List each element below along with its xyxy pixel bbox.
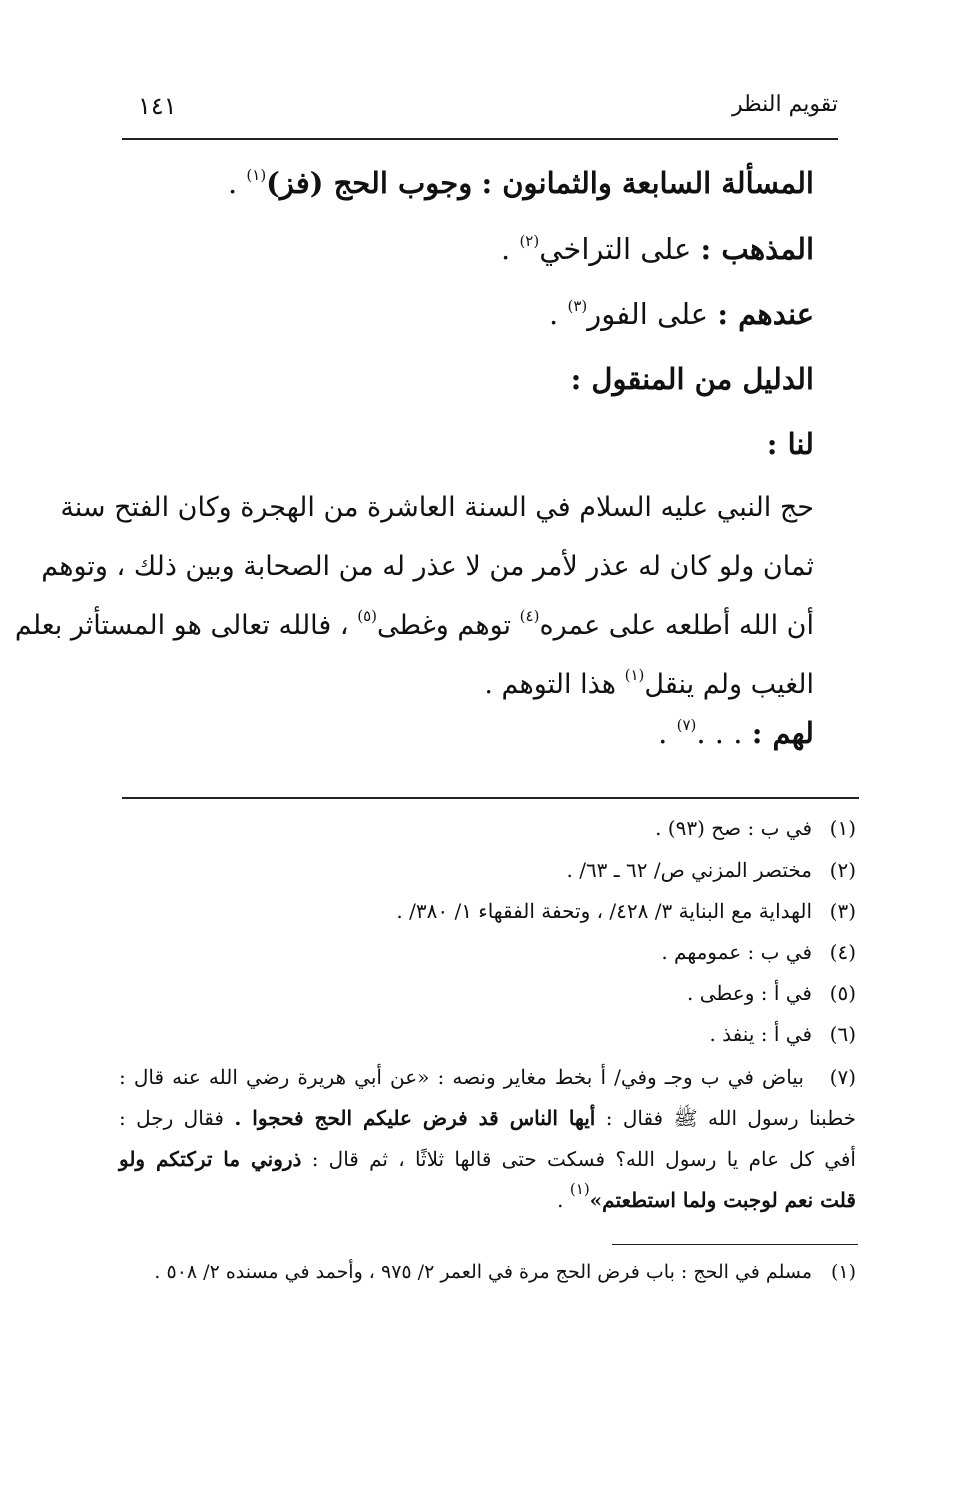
footnote-number: (٣): [829, 899, 856, 923]
footnote-1: [655, 816, 856, 840]
madhab-line: [501, 232, 814, 267]
footnote-text: أفي كل عام يا رسول الله؟ فسكت حتى قالها ثلاثًا ، ثم قال :: [311, 1147, 856, 1171]
footnote-text: في ب : صح (٩٣) .: [655, 816, 812, 840]
footnote-4: [661, 940, 856, 964]
footnote-text: مسلم في الحج : باب فرض الحج مرة في العمر ٢/ ٩٧٥ ، وأحمد في مسنده ٢/ ٥٠٨ .: [154, 1261, 812, 1283]
indahum-line: [549, 297, 814, 332]
footnote-number: (٥): [829, 981, 856, 1005]
footnote-text: الهداية مع البناية ٣/ ٤٢٨/ ، وتحفة الفقهاء ١/ ٣٨٠/ .: [396, 899, 812, 923]
paragraph-text: أن الله أطلعه على عمره: [539, 610, 814, 641]
footnote-line: [119, 1139, 856, 1180]
evidence-heading: الدليل من المنقول :: [570, 362, 814, 396]
paragraph-line: حج النبي عليه السلام في السنة العاشرة من الهجرة وكان الفتح سنة: [60, 492, 814, 523]
footnote-text: في أ : وعطى .: [687, 981, 812, 1005]
paragraph-text: هذا التوهم .: [484, 669, 617, 700]
issue-title-label: المسألة السابعة والثمانون :: [481, 166, 814, 200]
lahum-line: [658, 716, 814, 751]
indahum-label: عندهم :: [717, 297, 814, 331]
footnote-number: (٤): [829, 940, 856, 964]
footnote-5: [687, 981, 856, 1005]
header-rule: [122, 138, 838, 140]
issue-title-text: وجوب الحج (فز): [266, 166, 473, 200]
footnote-mark: (٢): [519, 232, 540, 250]
footnote-line: [119, 1057, 856, 1098]
footnote-separator: [122, 797, 859, 799]
footnote-mark: (٣): [567, 297, 588, 315]
lahum-end: .: [658, 716, 668, 750]
footnote-3: [396, 899, 856, 923]
paragraph-line: [120, 655, 814, 714]
issue-title-end: .: [227, 166, 238, 200]
paragraph-text: توهم وغطى: [376, 610, 512, 641]
footnote-mark: (٧): [676, 716, 697, 734]
footnote-text: مختصر المزني ص/ ٦٢ ـ ٦٣/ .: [566, 858, 812, 882]
footnote-text: في أ : ينفذ .: [709, 1022, 812, 1046]
paragraph-text: الغيب ولم ينقل: [644, 669, 814, 700]
footnote-6: [709, 1022, 856, 1046]
footnote-number: (١): [830, 1261, 856, 1283]
footnote-number: (٧): [829, 1065, 856, 1089]
footnote-mark: (١): [624, 666, 645, 684]
footnote-text: قلت نعم لوجبت ولما استطعتم»: [589, 1188, 856, 1212]
paragraph-text: ، فالله تعالى هو المستأثر بعلم: [14, 610, 349, 641]
main-paragraph: [14, 478, 814, 714]
page-header: [120, 92, 838, 126]
madhab-end: .: [501, 232, 511, 266]
paragraph-line: [14, 596, 814, 655]
page-number: ١٤١: [138, 92, 177, 120]
footnote-mark: (١): [569, 1180, 590, 1198]
paragraph-line: ثمان ولو كان له عذر لأمر من لا عذر له من الصحابة وبين ذلك ، وتوهم: [41, 551, 814, 582]
footnote-text: فقال رجل :: [119, 1106, 224, 1130]
footnote-mark: (٥): [357, 607, 377, 625]
footnote-number: (٢): [829, 858, 856, 882]
footnote-text: ذروني ما تركتكم ولو: [119, 1147, 302, 1171]
footnote-text: خطبنا رسول الله ﷺ فقال :: [605, 1106, 856, 1130]
footnote-number: (٦): [829, 1022, 856, 1046]
lahum-dots: . . .: [696, 716, 743, 750]
footnote-text: بياض في ب وجـ وفي/ أ بخط مغاير ونصه : «عن أبي هريرة رضي الله عنه قال :: [119, 1065, 804, 1089]
footnote-line: [119, 1098, 856, 1139]
sub-footnote: [154, 1261, 856, 1283]
footnote-text: .: [557, 1188, 564, 1212]
footnote-mark: (١): [246, 166, 267, 184]
lana-heading: لنا :: [766, 427, 814, 461]
footnote-text: في ب : عمومهم .: [661, 940, 812, 964]
lahum-label: لهم :: [751, 716, 814, 750]
footnote-text: أيها الناس قد فرض عليكم الحج فحجوا .: [234, 1106, 596, 1130]
sub-footnote-separator: [612, 1244, 858, 1245]
running-title: تقويم النظر: [731, 92, 838, 117]
indahum-end: .: [549, 297, 559, 331]
madhab-text: على التراخي: [539, 232, 692, 266]
footnote-7: [119, 1057, 856, 1221]
issue-title: [228, 166, 814, 201]
footnote-line: [119, 1180, 856, 1221]
footnote-mark: (٤): [519, 607, 540, 625]
footnote-number: (١): [829, 816, 856, 840]
madhab-label: المذهب :: [700, 232, 814, 266]
indahum-text: على الفور: [587, 297, 709, 331]
footnote-2: [566, 858, 856, 882]
